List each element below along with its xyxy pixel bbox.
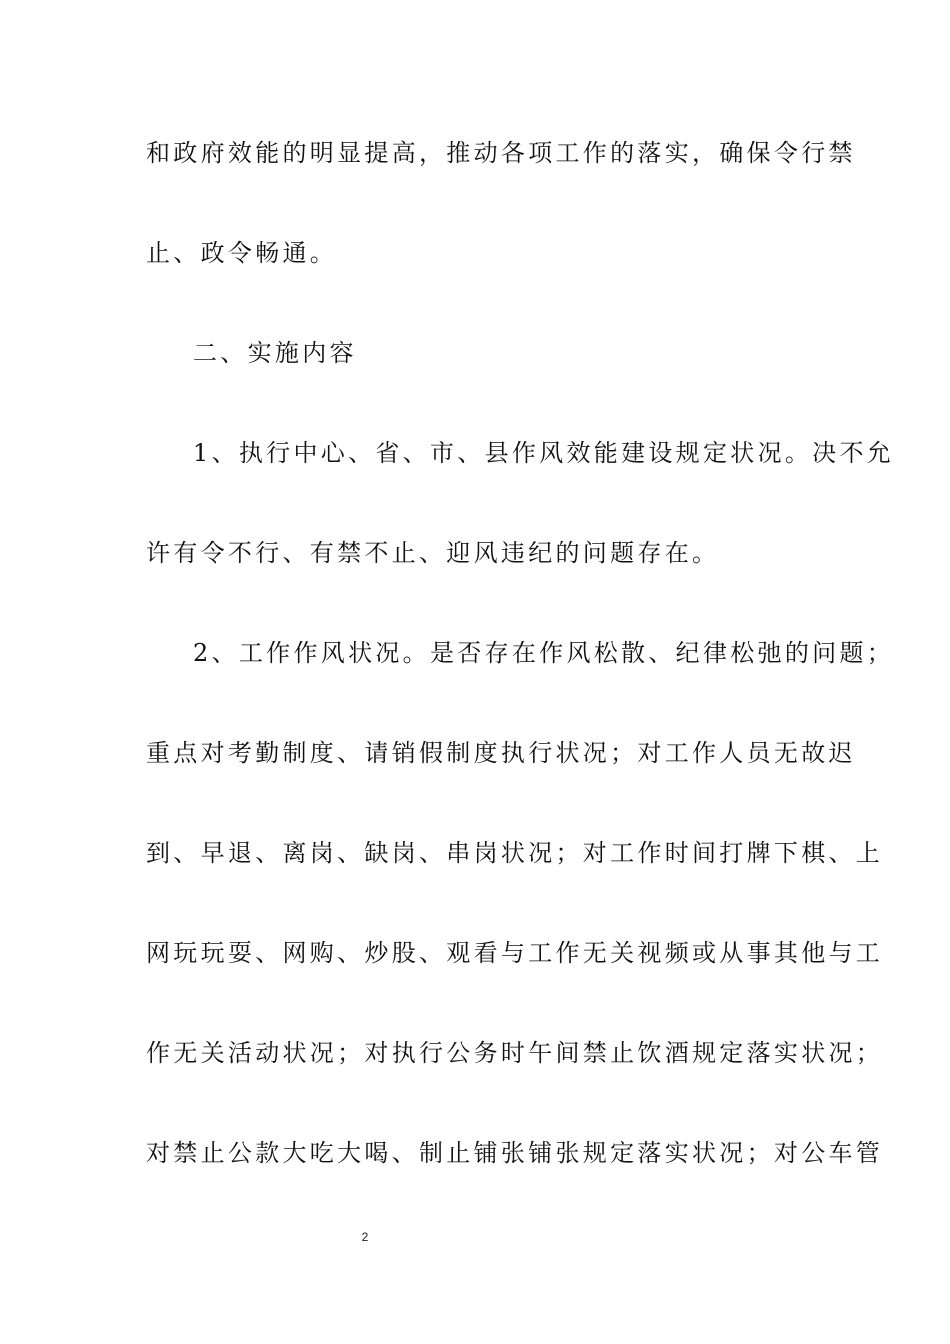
text-line: 2、工作作风状况。是否存在作风松散、纪律松弛的问题； (193, 639, 895, 667)
text-line: 作无关活动状况；对执行公务时午间禁止饮酒规定落实状况； (146, 1039, 884, 1067)
text-line: 和政府效能的明显提高，推动各项工作的落实，确保令行禁 (146, 139, 856, 167)
text-line: 许有令不行、有禁不止、迎风违纪的问题存在。 (146, 539, 720, 567)
text-line: 到、早退、离岗、缺岗、串岗状况；对工作时间打牌下棋、上 (146, 839, 884, 867)
text-line: 1、执行中心、省、市、县作风效能建设规定状况。决不允 (193, 439, 895, 467)
text-line: 对禁止公款大吃大喝、制止铺张铺张规定落实状况；对公车管 (146, 1139, 884, 1167)
page-number: 2 (361, 1230, 369, 1244)
text-line: 网玩玩耍、网购、炒股、观看与工作无关视频或从事其他与工 (146, 939, 884, 967)
section-heading: 二、实施内容 (193, 339, 357, 367)
text-line: 重点对考勤制度、请销假制度执行状况；对工作人员无故迟 (146, 739, 856, 767)
text-line: 止、政令畅通。 (146, 239, 338, 267)
